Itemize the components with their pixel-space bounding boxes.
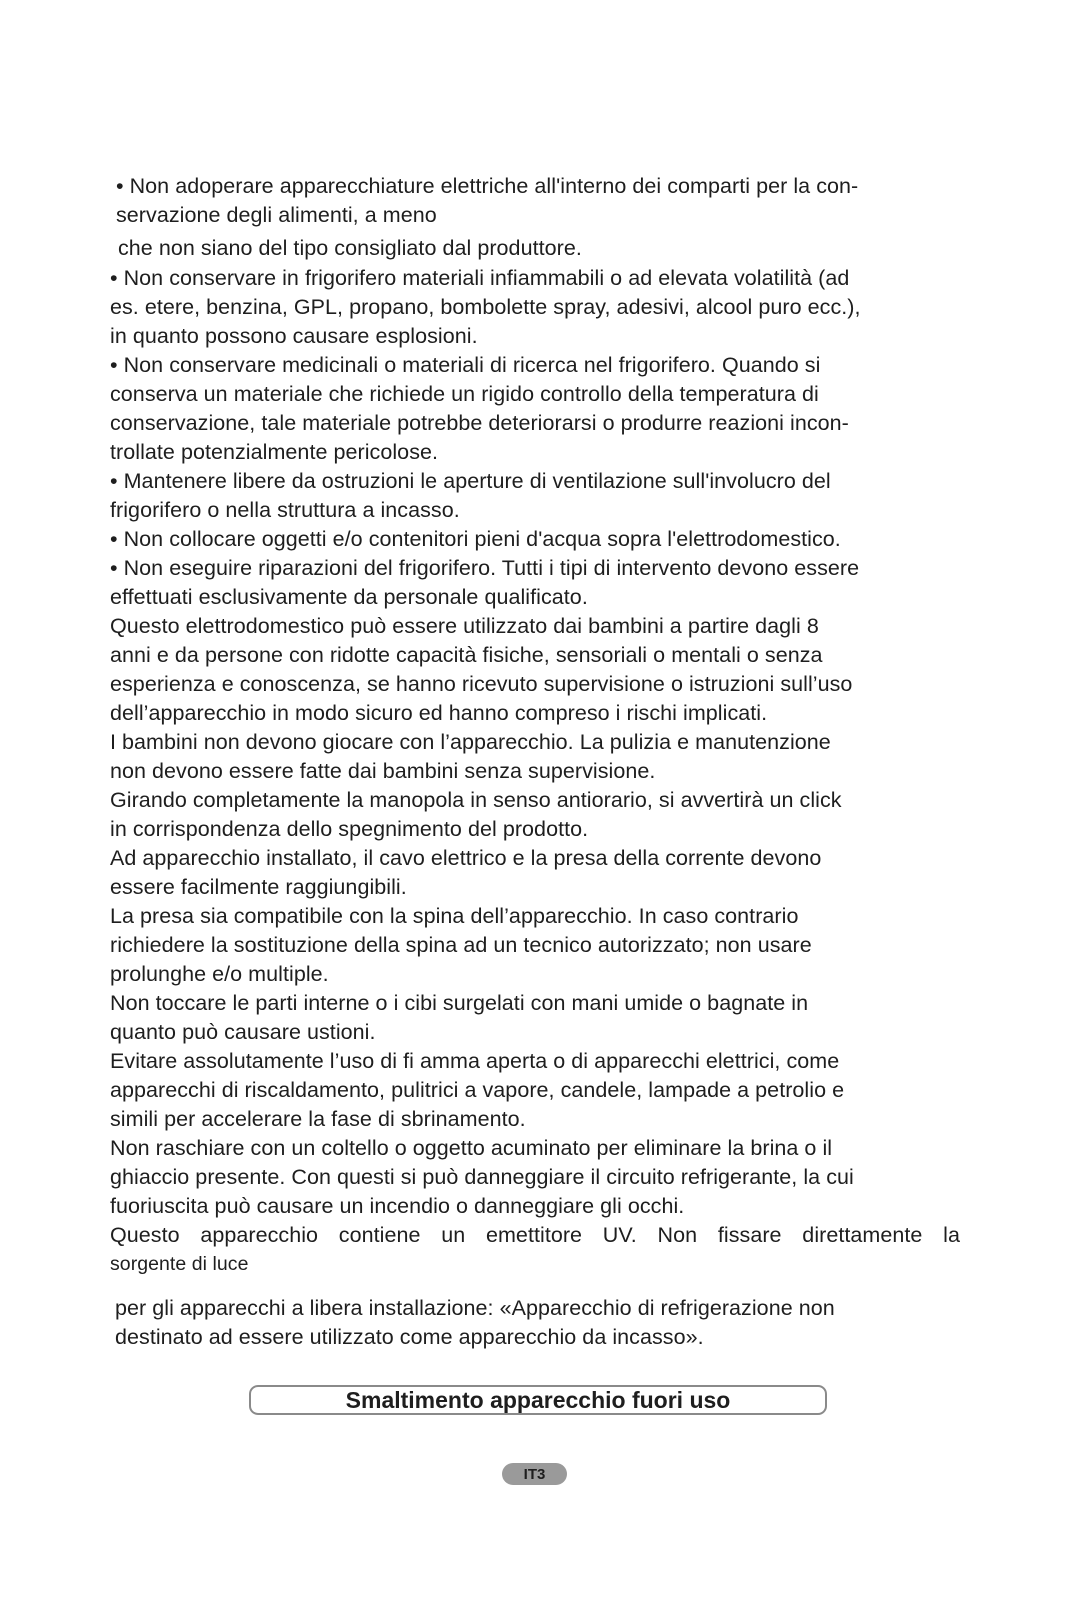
text-line: non devono essere fatte dai bambini senza supervisione. (110, 759, 656, 783)
text-line: prolunghe e/o multiple. (110, 962, 329, 986)
text-line: dell’apparecchio in modo sicuro ed hanno compreso i rischi implicati. (110, 701, 768, 725)
text-line: Evitare assolutamente l’uso di fi amma aperta o di apparecchi elettrici, come (110, 1049, 840, 1073)
text-line: Non raschiare con un coltello o oggetto acuminato per eliminare la brina o il (110, 1136, 833, 1160)
text-line: effettuati esclusivamente da personale qualificato. (110, 585, 588, 609)
text-line: • Mantenere libere da ostruzioni le aperture di ventilazione sull'involucro del (110, 469, 831, 493)
text-line: • Non conservare in frigorifero materiali infiammabili o ad elevata volatilità (ad (110, 266, 850, 290)
text-line: esperienza e conoscenza, se hanno ricevuto supervisione o istruzioni sull’uso (110, 672, 853, 696)
text-line: in quanto possono causare esplosioni. (110, 324, 478, 348)
text-line: conserva un materiale che richiede un rigido controllo della temperatura di (110, 382, 819, 406)
text-line: es. etere, benzina, GPL, propano, bombolette spray, adesivi, alcool puro ecc.), (110, 295, 861, 319)
text-line: in corrispondenza dello spegnimento del prodotto. (110, 817, 589, 841)
section-heading-box (249, 1385, 827, 1415)
page-number-badge (502, 1463, 567, 1485)
text-line: Non toccare le parti interne o i cibi surgelati con mani umide o bagnate in (110, 991, 809, 1015)
section-title: Smaltimento apparecchio fuori uso (345, 1386, 731, 1413)
text-line: • Non eseguire riparazioni del frigorifero. Tutti i tipi di intervento devono essere (110, 556, 860, 580)
text-line: richiedere la sostituzione della spina ad un tecnico autorizzato; non usare (110, 933, 812, 957)
text-line: trollate potenzialmente pericolose. (110, 440, 439, 464)
text-line: Questo elettrodomestico può essere utilizzato dai bambini a partire dagli 8 (110, 614, 819, 638)
text-line: conservazione, tale materiale potrebbe deteriorarsi o produrre reazioni incon- (110, 411, 849, 435)
text-line: I bambini non devono giocare con l’apparecchio. La pulizia e manutenzione (110, 730, 831, 754)
text-line: frigorifero o nella struttura a incasso. (110, 498, 460, 522)
text-line: apparecchi di riscaldamento, pulitrici a vapore, candele, lampade a petrolio e (110, 1078, 845, 1102)
text-line: ghiaccio presente. Con questi si può danneggiare il circuito refrigerante, la cui (110, 1165, 854, 1189)
text-line: • Non adoperare apparecchiature elettriche all'interno dei comparti per la con- (116, 174, 859, 198)
text-line: destinato ad essere utilizzato come apparecchio da incasso». (115, 1325, 704, 1349)
text-line: per gli apparecchi a libera installazione: «Apparecchio di refrigerazione non (115, 1296, 835, 1320)
text-line: che non siano del tipo consigliato dal produttore. (118, 236, 582, 260)
text-line: • Non collocare oggetti e/o contenitori pieni d'acqua sopra l'elettrodomestico. (110, 527, 841, 551)
text-line: simili per accelerare la fase di sbrinamento. (110, 1107, 526, 1131)
text-line: essere facilmente raggiungibili. (110, 875, 407, 899)
text-line: quanto può causare ustioni. (110, 1020, 376, 1044)
text-line: servazione degli alimenti, a meno (116, 203, 437, 227)
text-line: Questo apparecchio contiene un emettitore UV. Non fissare direttamente la (110, 1223, 960, 1247)
text-line: Ad apparecchio installato, il cavo elettrico e la presa della corrente devono (110, 846, 822, 870)
text-line: anni e da persone con ridotte capacità fisiche, sensoriali o mentali o senza (110, 643, 823, 667)
text-line: • Non conservare medicinali o materiali di ricerca nel frigorifero. Quando si (110, 353, 821, 377)
text-line: fuoriuscita può causare un incendio o danneggiare gli occhi. (110, 1194, 685, 1218)
page-number: IT3 (523, 1465, 546, 1483)
text-line: Girando completamente la manopola in senso antiorario, si avvertirà un click (110, 788, 842, 812)
text-line: La presa sia compatibile con la spina dell’apparecchio. In caso contrario (110, 904, 799, 928)
text-line: sorgente di luce (110, 1253, 249, 1275)
